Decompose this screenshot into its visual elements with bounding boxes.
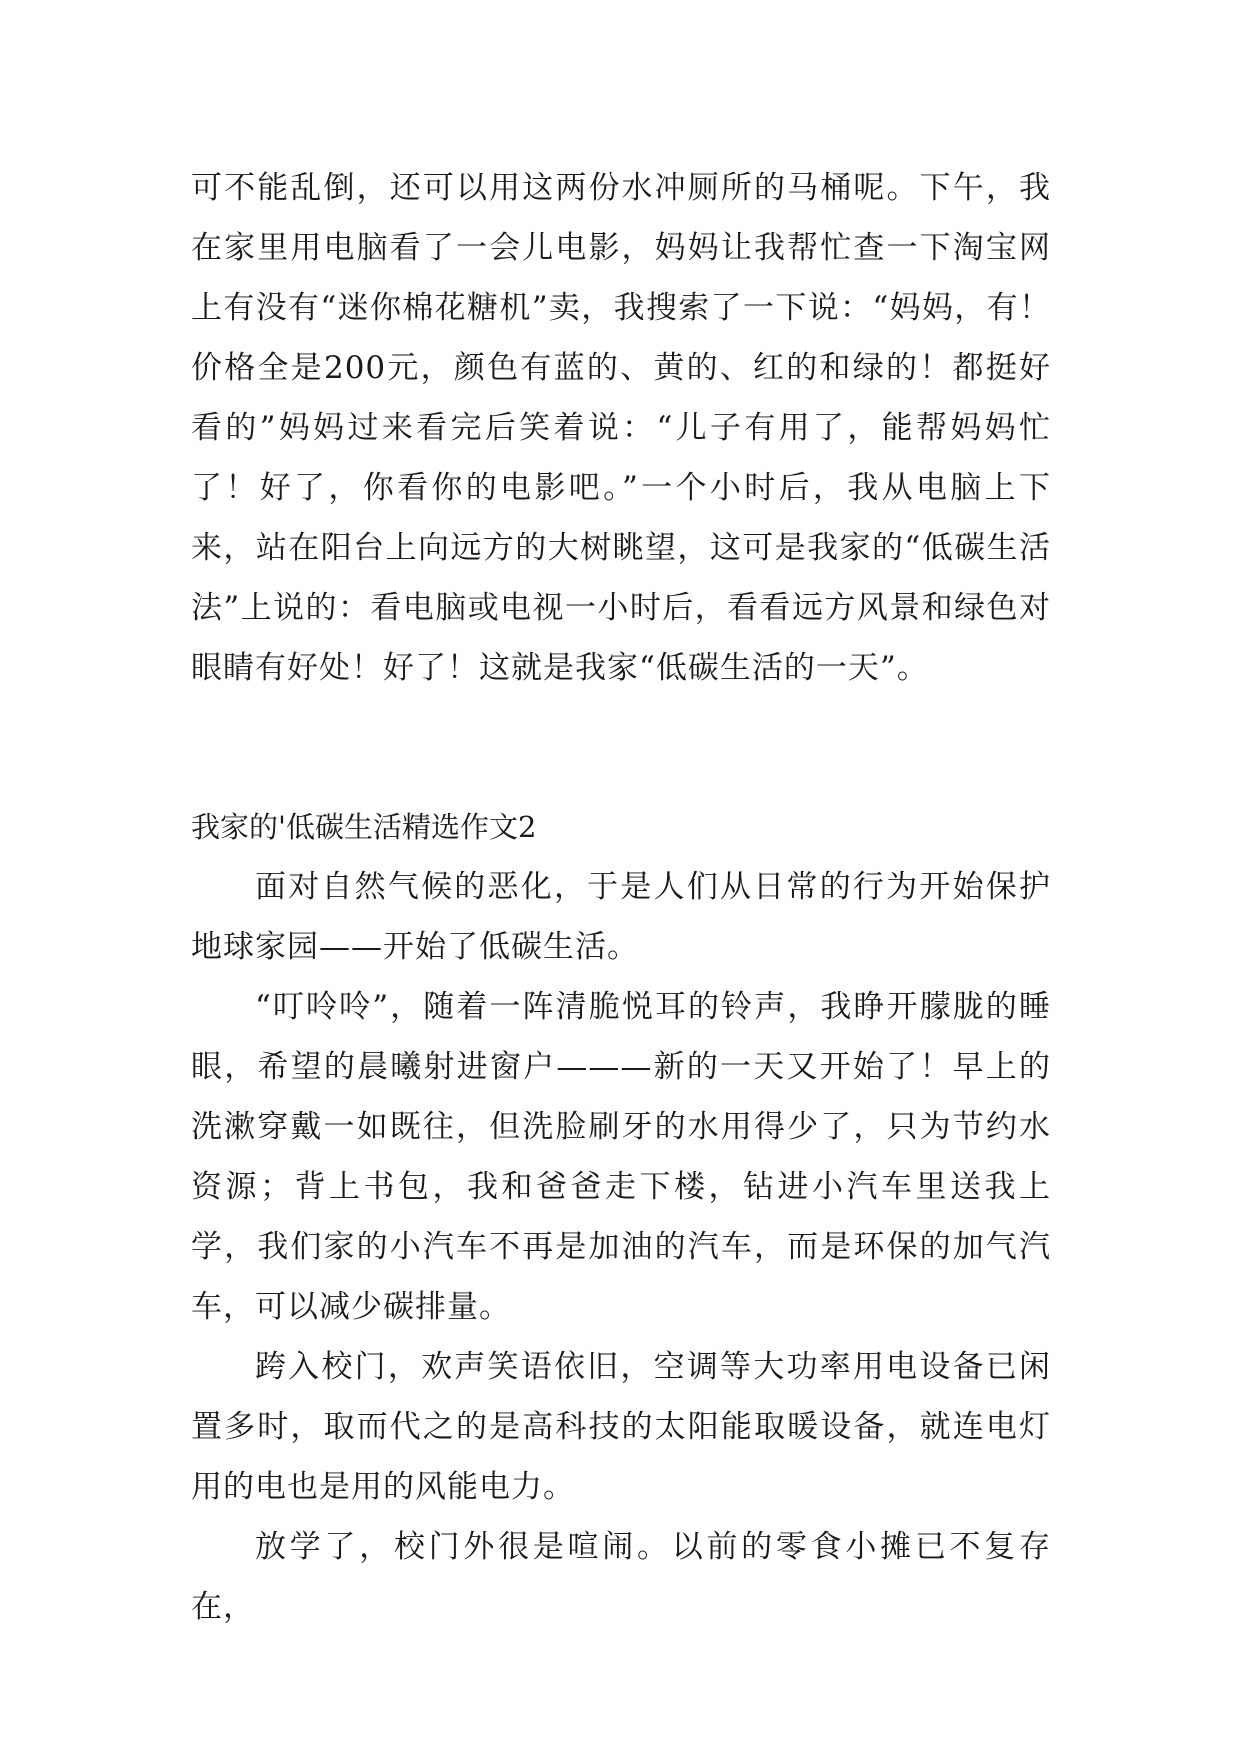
continuation-paragraph: 可不能乱倒，还可以用这两份水冲厕所的马桶呢。下午，我在家里用电脑看了一会儿电影，妈妈让我帮忙查一下淘宝网上有没有“迷你棉花糖机”卖，我搜索了一下说：“妈妈，有！价格全是200元，颜色有蓝的、黄的、红的和绿的！都挺好看的”妈妈过来看完后笑着说：“儿子有用了，能帮妈妈忙了！好了，你看你的电影吧。”一个小时后，我从电脑上下来，站在阳台上向远方的大树眺望，这可是我家的“低碳生活法”上说的：看电脑或电视一小时后，看看远方风景和绿色对眼睛有好处！好了！这就是我家“低碳生活的一天”。 [191,170,1051,686]
text-block-essay-2 [191,857,1051,1637]
paragraph: 放学了，校门外很是喧闹。以前的零食小摊已不复存在， [191,1529,1051,1625]
paragraph: “叮呤呤”，随着一阵清脆悦耳的铃声，我睁开朦胧的睡眼，希望的晨曦射进窗户———新的一天又开始了！早上的洗漱穿戴一如既往，但洗脸刷牙的水用得少了，只为节约水资源；背上书包，我和爸爸走下楼，钻进小汽车里送我上学，我们家的小汽车不再是加油的汽车，而是环保的加气汽车，可以减少碳排量。 [191,989,1051,1325]
text-block-continuation [191,158,1051,698]
paragraph: 跨入校门，欢声笑语依旧，空调等大功率用电设备已闲置多时，取而代之的是高科技的太阳能取暖设备，就连电灯用的电也是用的风能电力。 [191,1349,1051,1505]
section-heading: 我家的'低碳生活精选作文2 [191,810,537,844]
paragraph: 面对自然气候的恶化，于是人们从日常的行为开始保护地球家园——开始了低碳生活。 [191,869,1051,965]
